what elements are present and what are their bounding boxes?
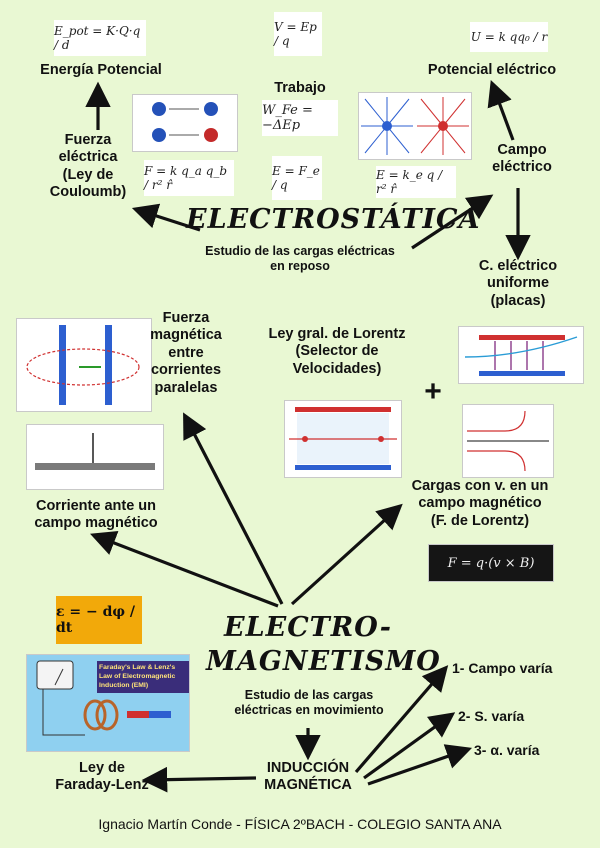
formula-field-definition: E = F_e / q <box>272 156 322 200</box>
coulomb-charges-image <box>132 94 238 152</box>
label-trabajo: Trabajo <box>274 80 326 96</box>
label-fuerza-electrica: Fuerza eléctrica (Ley de Couloumb) <box>49 132 127 201</box>
subtitle-electrostatica: Estudio de las cargas eléctricas en reposo <box>205 244 395 273</box>
label-faraday-lenz: Ley de Faraday-Lenz <box>55 760 149 794</box>
parallel-currents-image <box>16 318 152 412</box>
velocity-selector-image <box>284 400 402 478</box>
lorentz-chalkboard-formula: F = q·(v × B) <box>428 544 554 582</box>
label-corriente-campo: Corriente ante un campo magnético <box>34 498 158 532</box>
title-electrostatica: ELECTROSTÁTICA <box>186 204 481 235</box>
label-induccion-magnetica: INDUCCIÓN MAGNÉTICA <box>264 760 352 794</box>
label-campo-electrico: Campo eléctrico <box>492 142 552 176</box>
field-lines-image <box>358 92 472 160</box>
formula-field-point: E = k_e q / r² r̂ <box>376 166 456 198</box>
title-electromagnetismo-line2: MAGNETISMO <box>206 646 441 677</box>
label-fuerza-magnetica: Fuerza magnética entre corrientes paralelas <box>150 310 222 396</box>
plus-sign: + <box>424 375 442 408</box>
arrow-to-campo-varia <box>356 670 444 772</box>
footer-credit: Ignacio Martín Conde - FÍSICA 2ºBACH - COLEGIO SANTA ANA <box>98 816 502 832</box>
parallel-plates-image <box>458 326 584 384</box>
arrow-to-alpha-varia <box>368 750 466 784</box>
label-energia-potencial: Energía Potencial <box>40 62 162 78</box>
formula-emf: ε = − dφ / dt <box>56 596 142 644</box>
label-lorentz-general: Ley gral. de Lorentz (Selector de Velocidades) <box>268 326 406 377</box>
faraday-image-title: Faraday's Law & Lenz's Law of Electromagnetic Induction (EMI) <box>97 661 189 693</box>
formula-coulomb: F = k q_a q_b / r² r̂ <box>144 160 234 196</box>
current-magnetic-field-image <box>26 424 164 490</box>
formula-work: W_Fe = −ΔEp <box>262 100 338 136</box>
formula-voltage: V = Ep / q <box>274 12 322 56</box>
faraday-induction-image <box>26 654 190 752</box>
label-alpha-varia: 3- α. varía <box>474 742 540 758</box>
arrow-to-faraday-lenz <box>148 778 256 780</box>
arrow-to-potencial-electrico <box>493 86 513 140</box>
charges-magnetic-field-image <box>462 404 554 478</box>
label-potencial-electrico: Potencial eléctrico <box>427 62 557 78</box>
label-campo-uniforme: C. eléctrico uniforme (placas) <box>478 258 558 309</box>
formula-energia-potencial: E_pot = K·Q·q / d <box>54 20 146 56</box>
arrow-to-cargas-velocidad <box>292 508 398 604</box>
label-s-varia: 2- S. varía <box>458 708 525 724</box>
label-campo-varia: 1- Campo varía <box>452 660 553 676</box>
formula-potential: U = k qq₀ / r <box>470 22 548 52</box>
title-electromagnetismo-line1: ELECTRO- <box>224 612 392 643</box>
label-cargas-velocidad: Cargas con v. en un campo magnético (F. de Lorentz) <box>411 478 549 529</box>
subtitle-electromagnetismo: Estudio de las cargas eléctricas en movimiento <box>234 688 384 717</box>
